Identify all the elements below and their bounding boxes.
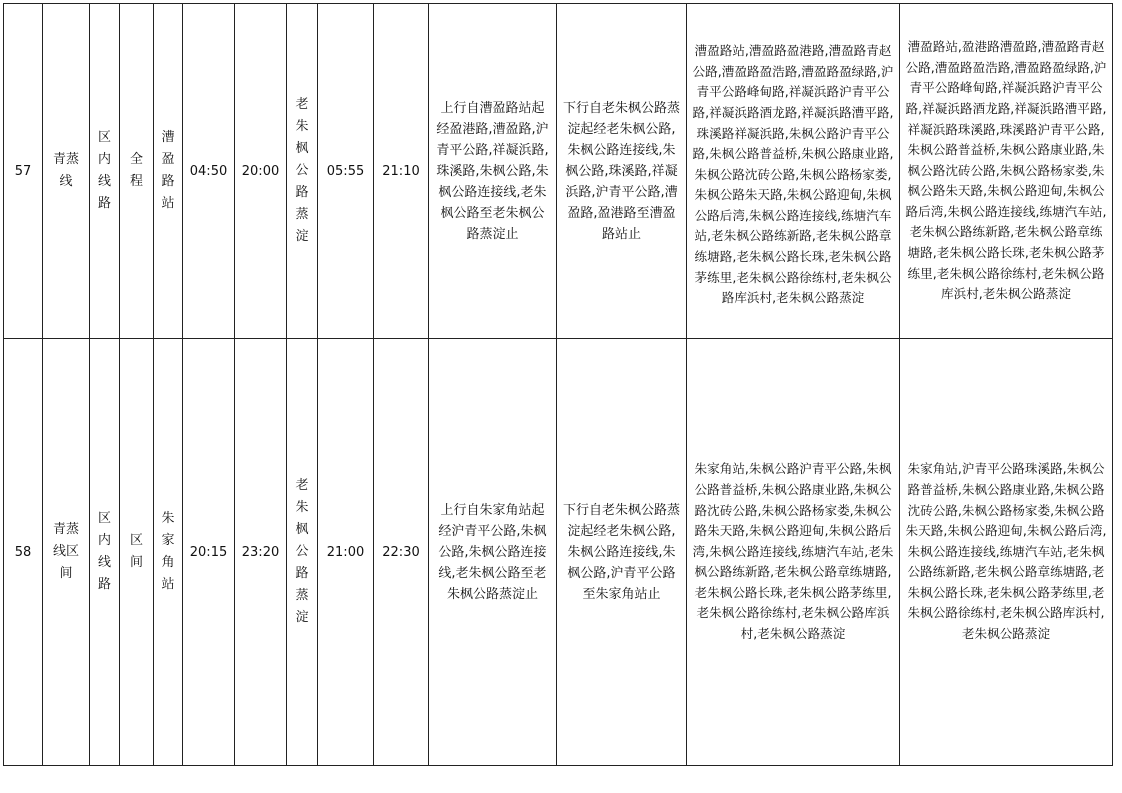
service-type: 全程 bbox=[129, 152, 143, 189]
line-type: 区内线路 bbox=[97, 130, 111, 211]
down-route-cell bbox=[557, 4, 687, 339]
row-number: 57 bbox=[4, 4, 43, 339]
line-type-cell bbox=[90, 4, 120, 339]
end-stop-cell bbox=[287, 339, 318, 766]
up-route-cell bbox=[429, 4, 557, 339]
up-stops-cell bbox=[687, 339, 900, 766]
service-type-cell bbox=[120, 339, 154, 766]
end-stop: 老朱枫公路蒸淀 bbox=[295, 478, 309, 625]
end-first-time: 05:55 bbox=[318, 4, 374, 339]
up-stops: 朱家角站,朱枫公路沪青平公路,朱枫公路普益桥,朱枫公路康业路,朱枫公路沈砖公路,朱枫公路杨家娄,朱枫公路朱天路,朱枫公路迎甸,朱枫公路后湾,朱枫公路连接线,练塘汽车站,老朱枫公路练新路,老朱枫公路章练塘路,老朱枫公路长珠,老朱枫公路茅练里,老朱枫公路徐练村,老朱枫公路库浜村,老朱枫公路蒸淀 bbox=[692, 461, 894, 642]
down-stops: 漕盈路站,盈港路漕盈路,漕盈路青赵公路,漕盈路盈浩路,漕盈路盈绿路,沪青平公路峰甸路,祥凝浜路沪青平公路,祥凝浜路酒龙路,祥凝浜路漕平路,祥凝浜路珠溪路,珠溪路沪青平公路,朱枫公路普益桥,朱枫公路康业路,朱枫公路沈砖公路,朱枫公路杨家娄,朱枫公路朱天路,朱枫公路迎甸,朱枫公路后湾,朱枫公路连接线,练塘汽车站,老朱枫公路练新路,老朱枫公路章练塘路,老朱枫公路长珠,老朱枫公路茅练里,老朱枫公路徐练村,老朱枫公路库浜村,老朱枫公路蒸淀 bbox=[905, 39, 1107, 302]
line-name-cell bbox=[43, 339, 90, 766]
row-number: 58 bbox=[4, 339, 43, 766]
end-last-time: 22:30 bbox=[374, 339, 429, 766]
down-route: 下行自老朱枫公路蒸淀起经老朱枫公路,朱枫公路连接线,朱枫公路,沪青平公路至朱家角站止 bbox=[563, 502, 681, 602]
down-stops-cell bbox=[900, 339, 1113, 766]
down-route-cell bbox=[557, 339, 687, 766]
start-stop-cell bbox=[154, 4, 183, 339]
up-route-cell bbox=[429, 339, 557, 766]
start-stop: 朱家角站 bbox=[161, 511, 175, 592]
line-name-cell bbox=[43, 4, 90, 339]
start-stop-cell bbox=[154, 339, 183, 766]
table-row bbox=[4, 339, 1113, 766]
up-route: 上行自朱家角站起经沪青平公路,朱枫公路,朱枫公路连接线,老朱枫公路至老朱枫公路蒸淀止 bbox=[438, 502, 547, 602]
start-first-time: 04:50 bbox=[183, 4, 235, 339]
line-type: 区内线路 bbox=[97, 511, 111, 592]
service-type: 区间 bbox=[129, 533, 143, 570]
end-stop-cell bbox=[287, 4, 318, 339]
down-route: 下行自老朱枫公路蒸淀起经老朱枫公路,朱枫公路连接线,朱枫公路,珠溪路,祥凝浜路,沪青平公路,漕盈路,盈港路至漕盈路站止 bbox=[563, 100, 681, 242]
line-name: 青蒸线区间 bbox=[52, 522, 79, 581]
end-stop: 老朱枫公路蒸淀 bbox=[295, 97, 309, 244]
end-last-time: 21:10 bbox=[374, 4, 429, 339]
start-stop: 漕盈路站 bbox=[161, 130, 175, 211]
up-stops-cell bbox=[687, 4, 900, 339]
end-first-time: 21:00 bbox=[318, 339, 374, 766]
line-type-cell bbox=[90, 339, 120, 766]
up-route: 上行自漕盈路站起经盈港路,漕盈路,沪青平公路,祥凝浜路,珠溪路,朱枫公路,朱枫公路连接线,老朱枫公路至老朱枫公路蒸淀止 bbox=[436, 100, 549, 242]
start-last-time: 20:00 bbox=[235, 4, 287, 339]
bus-schedule-table bbox=[3, 3, 1113, 766]
start-last-time: 23:20 bbox=[235, 339, 287, 766]
up-stops: 漕盈路站,漕盈路盈港路,漕盈路青赵公路,漕盈路盈浩路,漕盈路盈绿路,沪青平公路峰甸路,祥凝浜路沪青平公路,祥凝浜路酒龙路,祥凝浜路漕平路,珠溪路祥凝浜路,朱枫公路沪青平公路,朱枫公路普益桥,朱枫公路康业路,朱枫公路沈砖公路,朱枫公路杨家娄,朱枫公路朱天路,朱枫公路迎甸,朱枫公路后湾,朱枫公路连接线,练塘汽车站,老朱枫公路练新路,老朱枫公路章练塘路,老朱枫公路长珠,老朱枫公路茅练里,老朱枫公路徐练村,老朱枫公路库浜村,老朱枫公路蒸淀 bbox=[692, 43, 894, 306]
start-first-time: 20:15 bbox=[183, 339, 235, 766]
service-type-cell bbox=[120, 4, 154, 339]
table-row bbox=[4, 4, 1113, 339]
down-stops-cell bbox=[900, 4, 1113, 339]
line-name: 青蒸线 bbox=[52, 152, 79, 189]
down-stops: 朱家角站,沪青平公路珠溪路,朱枫公路普益桥,朱枫公路康业路,朱枫公路沈砖公路,朱枫公路杨家娄,朱枫公路朱天路,朱枫公路迎甸,朱枫公路后湾,朱枫公路连接线,练塘汽车站,老朱枫公路练新路,老朱枫公路章练塘路,老朱枫公路长珠,老朱枫公路茅练里,老朱枫公路徐练村,老朱枫公路库浜村,老朱枫公路蒸淀 bbox=[905, 461, 1107, 642]
